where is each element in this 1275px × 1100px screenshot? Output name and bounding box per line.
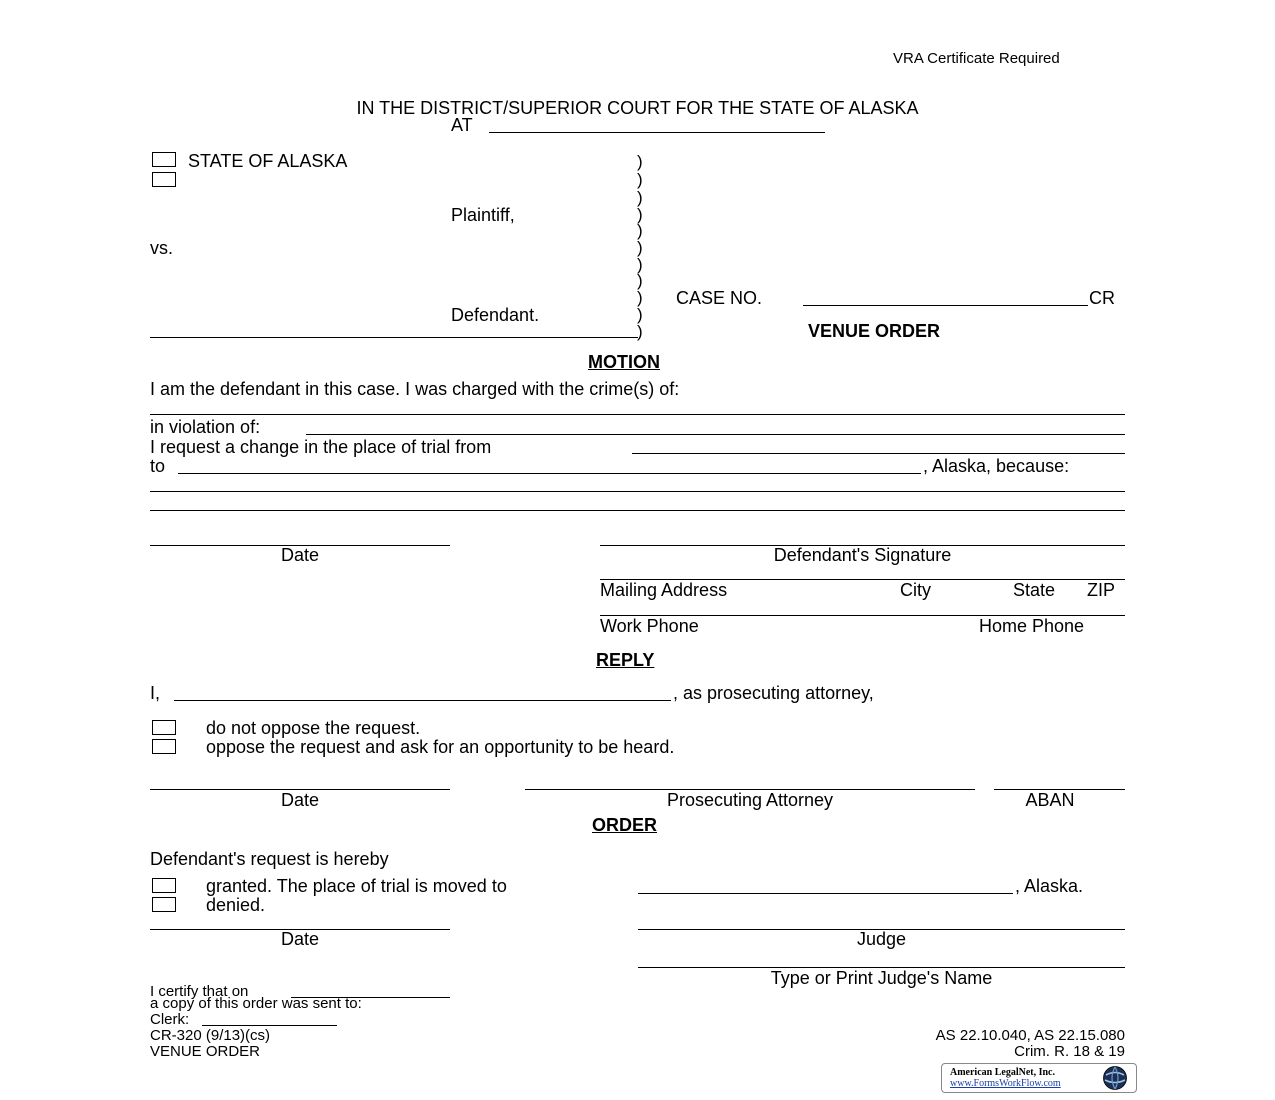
trial-from-field[interactable] <box>632 453 1125 454</box>
caption-paren: ) <box>637 238 643 257</box>
case-number-label: CASE NO. <box>676 288 763 308</box>
defendant-name-field[interactable] <box>150 337 638 338</box>
caption-paren: ) <box>637 322 643 341</box>
motion-heading: MOTION <box>588 352 660 372</box>
defendant-label: Defendant. <box>451 305 540 325</box>
clerk-label: Clerk: <box>150 1011 190 1028</box>
denied-label: denied. <box>206 895 266 915</box>
crimes-field[interactable] <box>150 414 1125 415</box>
reply-date-label: Date <box>280 790 320 810</box>
other-plaintiff-checkbox[interactable] <box>152 172 176 187</box>
reason-field-1[interactable] <box>150 491 1125 492</box>
judge-name-label: Type or Print Judge's Name <box>770 968 993 988</box>
aban-label: ABAN <box>1025 790 1075 810</box>
state-label: State <box>1013 580 1056 600</box>
to-label: to <box>150 456 166 476</box>
at-label: AT <box>451 115 473 135</box>
statute-reference: AS 22.10.040, AS 22.15.080 <box>935 1027 1125 1044</box>
plaintiff-label: Plaintiff, <box>451 205 515 225</box>
court-heading: IN THE DISTRICT/SUPERIOR COURT FOR THE STATE OF ALASKA <box>356 98 919 118</box>
logo-url-link[interactable]: www.FormsWorkFlow.com <box>950 1078 1061 1089</box>
form-title: VENUE ORDER <box>150 1043 261 1060</box>
caption-paren: ) <box>637 255 643 274</box>
reply-heading: REPLY <box>596 650 655 670</box>
zip-label: ZIP <box>1087 580 1116 600</box>
prosecutor-name-field[interactable] <box>174 700 671 701</box>
caption-paren: ) <box>637 288 643 307</box>
order-intro: Defendant's request is hereby <box>150 849 389 869</box>
state-of-alaska-label: STATE OF ALASKA <box>188 151 348 171</box>
request-change-label: I request a change in the place of trial from <box>150 437 492 457</box>
do-not-oppose-label: do not oppose the request. <box>206 718 421 738</box>
order-date-label: Date <box>280 929 320 949</box>
trial-to-field[interactable] <box>178 473 921 474</box>
order-alaska-label: , Alaska. <box>1015 876 1084 896</box>
caption-paren: ) <box>637 221 643 240</box>
state-of-alaska-checkbox[interactable] <box>152 152 176 167</box>
copy-sent-label: a copy of this order was sent to: <box>150 995 362 1012</box>
violation-field[interactable] <box>306 434 1125 435</box>
clerk-field[interactable] <box>202 1025 337 1026</box>
caption-paren: ) <box>637 170 643 189</box>
caption-paren: ) <box>637 205 643 224</box>
work-phone-label: Work Phone <box>600 616 699 636</box>
globe-icon <box>1098 1065 1132 1091</box>
case-number-field[interactable] <box>803 305 1088 306</box>
logo-company-name: American LegalNet, Inc. <box>950 1067 1055 1078</box>
american-legalnet-logo <box>941 1063 1137 1093</box>
form-number: CR-320 (9/13)(cs) <box>150 1027 271 1044</box>
reason-field-2[interactable] <box>150 510 1125 511</box>
prosecuting-attorney-label: Prosecuting Attorney <box>666 790 834 810</box>
motion-intro: I am the defendant in this case. I was charged with the crime(s) of: <box>150 379 680 399</box>
violation-label: in violation of: <box>150 417 261 437</box>
caption-paren: ) <box>637 188 643 207</box>
vra-certificate-note: VRA Certificate Required <box>893 50 1060 67</box>
alaska-because-label: , Alaska, because: <box>923 456 1070 476</box>
granted-checkbox[interactable] <box>152 878 176 893</box>
mailing-address-label: Mailing Address <box>600 580 728 600</box>
reply-i-label: I, <box>150 683 161 703</box>
case-suffix: CR <box>1089 288 1115 308</box>
prosecuting-attorney-clause: , as prosecuting attorney, <box>673 683 874 703</box>
judge-label: Judge <box>856 929 907 949</box>
caption-paren: ) <box>637 152 643 171</box>
oppose-checkbox[interactable] <box>152 739 176 754</box>
home-phone-label: Home Phone <box>979 616 1085 636</box>
certify-label: I certify that on <box>150 983 249 1000</box>
defendant-signature-label: Defendant's Signature <box>773 545 952 565</box>
caption-paren: ) <box>637 271 643 290</box>
rule-reference: Crim. R. 18 & 19 <box>1014 1043 1125 1060</box>
denied-checkbox[interactable] <box>152 897 176 912</box>
order-heading: ORDER <box>592 815 658 835</box>
new-trial-location-field[interactable] <box>638 893 1013 894</box>
document-title: VENUE ORDER <box>808 321 941 341</box>
oppose-label: oppose the request and ask for an opportunity to be heard. <box>206 737 675 757</box>
do-not-oppose-checkbox[interactable] <box>152 720 176 735</box>
granted-label: granted. The place of trial is moved to <box>206 876 507 896</box>
caption-paren: ) <box>637 305 643 324</box>
city-label: City <box>900 580 931 600</box>
vs-label: vs. <box>150 238 174 258</box>
court-location-field[interactable] <box>489 132 825 133</box>
motion-date-label: Date <box>280 545 320 565</box>
